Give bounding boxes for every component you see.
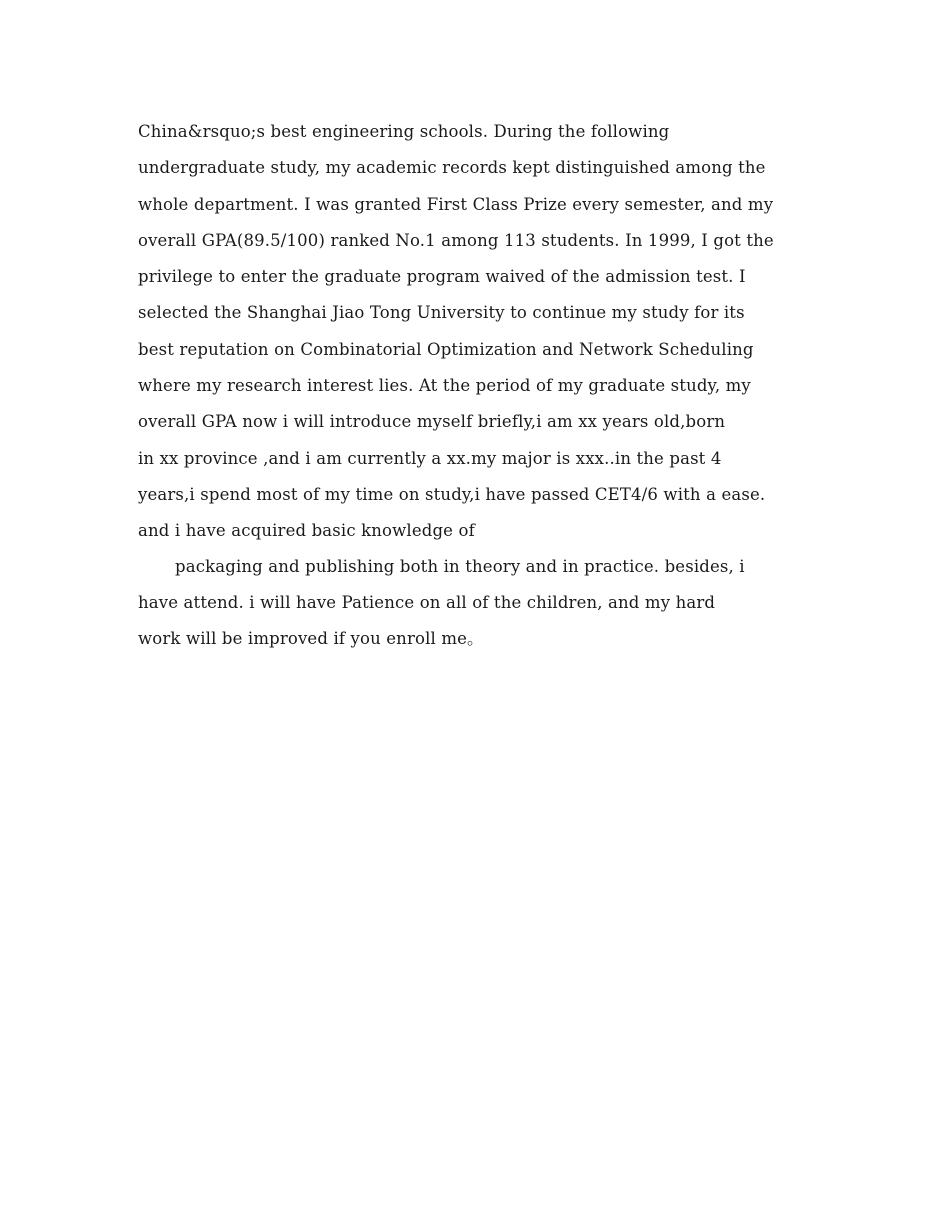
text-line: in xx province ,and i am currently a xx.my major is xxx..in the past 4	[138, 448, 722, 468]
text-line: where my research interest lies. At the period of my graduate study, my	[138, 376, 751, 396]
paragraph-1	[138, 119, 818, 555]
text-line: whole department. I was granted First Class Prize every semester, and my	[138, 194, 774, 214]
text-line: selected the Shanghai Jiao Tong University to continue my study for its	[138, 303, 745, 323]
text-line: and i have acquired basic knowledge of	[138, 521, 475, 541]
text-line: undergraduate study, my academic records kept distinguished among the	[138, 158, 766, 178]
text-line: China&rsquo;s best engineering schools. During the following	[138, 122, 670, 141]
text-line: work will be improved if you enroll me。	[138, 629, 484, 649]
text-line: years,i spend most of my time on study,i have passed CET4/6 with a ease.	[138, 484, 766, 504]
body-text	[138, 119, 818, 662]
text-line: best reputation on Combinatorial Optimization and Network Scheduling	[138, 339, 754, 359]
text-line: overall GPA(89.5/100) ranked No.1 among 113 students. In 1999, I got the	[138, 230, 774, 250]
text-line: packaging and publishing both in theory and in practice. besides, i	[175, 556, 745, 576]
text-line: overall GPA now i will introduce myself briefly,i am xx years old,born	[138, 412, 726, 432]
paragraph-2	[138, 554, 818, 663]
text-line: have attend. i will have Patience on all of the children, and my hard	[138, 592, 716, 612]
text-line: privilege to enter the graduate program waived of the admission test. I	[138, 267, 746, 287]
